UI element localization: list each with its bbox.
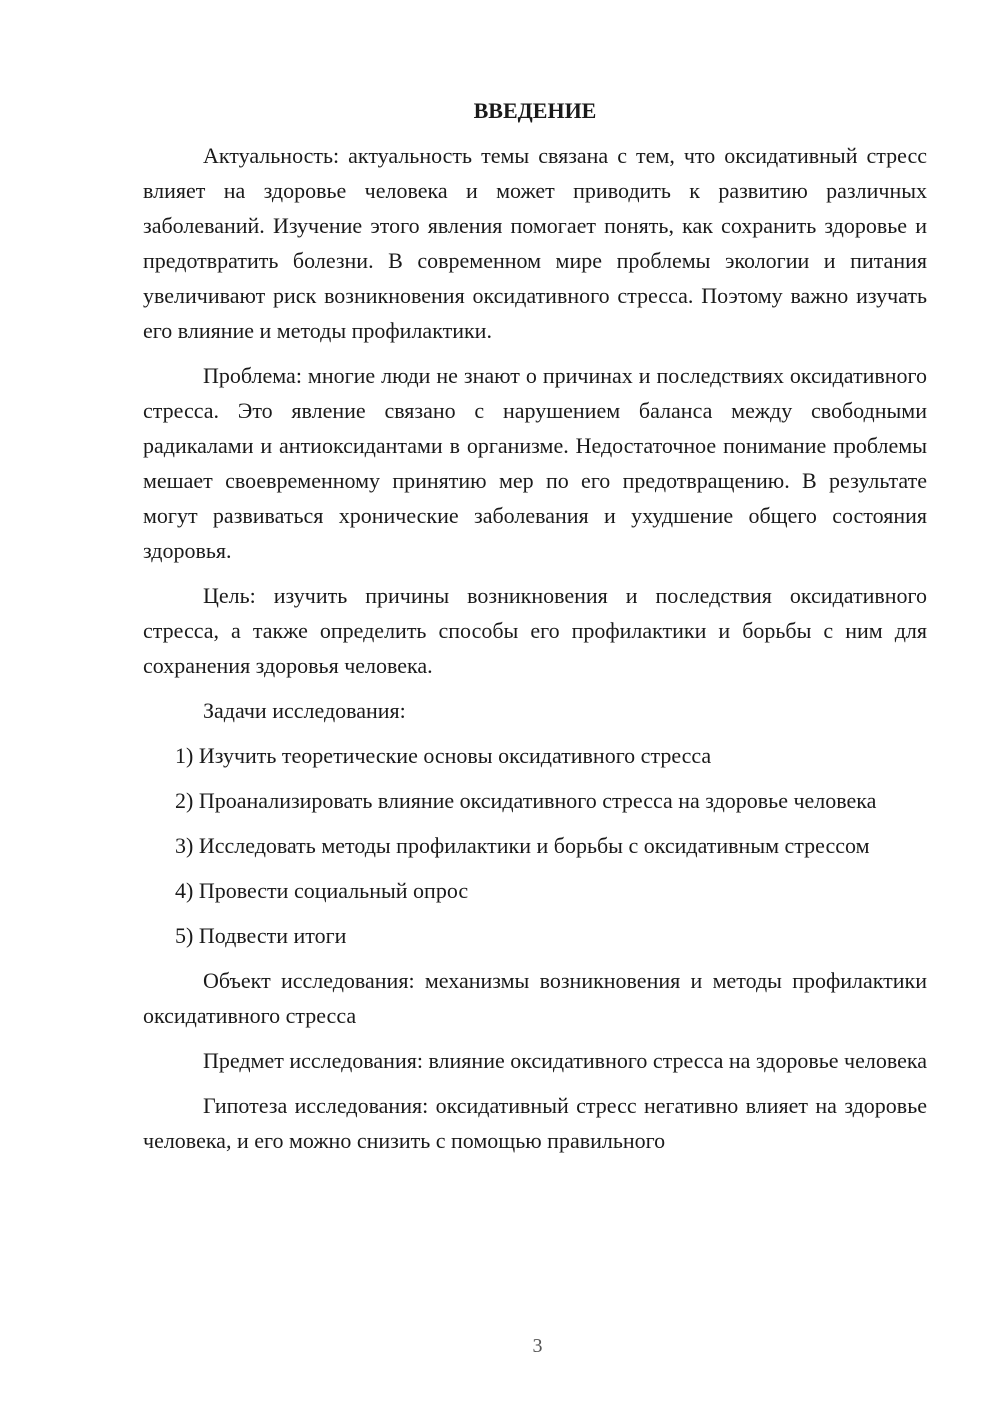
- paragraph-hypothesis: Гипотеза исследования: оксидативный стресс негативно влияет на здоровье человека, и его можно снизить с помощью правильного: [143, 1093, 927, 1153]
- paragraph-subject: Предмет исследования: влияние оксидативного стресса на здоровье человека: [203, 1048, 928, 1073]
- paragraph-relevance: Актуальность: актуальность темы связана с тем, что оксидативный стресс влияет на здоровье человека и может приводить к развитию различных заболеваний. Изучение этого явления помогает понять, как сохранить здоровье и предотвратить болезни. В современном мире проблемы экологии и питания увеличивают риск возникновения оксидативного стресса. Поэтому важно изучать его влияние и методы профилактики.: [143, 143, 927, 343]
- task-item-5: 5) Подвести итоги: [175, 923, 347, 948]
- paragraph-object: Объект исследования: механизмы возникновения и методы профилактики оксидативного стресса: [143, 968, 927, 1028]
- task-item-4: 4) Провести социальный опрос: [175, 878, 469, 903]
- task-item-3: 3) Исследовать методы профилактики и борьбы с оксидативным стрессом: [175, 833, 870, 858]
- page-content: [143, 96, 927, 1168]
- page-number: 3: [532, 1335, 543, 1357]
- paragraph-goal: Цель: изучить причины возникновения и последствия оксидативного стресса, а также определить способы его профилактики и борьбы с ним для сохранения здоровья человека.: [143, 583, 927, 678]
- task-item-1: 1) Изучить теоретические основы оксидативного стресса: [175, 743, 712, 768]
- paragraph-problem: Проблема: многие люди не знают о причинах и последствиях оксидативного стресса. Это явление связано с нарушением баланса между свободными радикалами и антиоксидантами в организме. Недостаточное понимание проблемы мешает своевременному принятию мер по его предотвращению. В результате могут развиваться хронические заболевания и ухудшение общего состояния здоровья.: [143, 363, 927, 563]
- section-title: ВВЕДЕНИЕ: [473, 98, 597, 123]
- tasks-heading: Задачи исследования:: [203, 698, 406, 723]
- task-item-2: 2) Проанализировать влияние оксидативного стресса на здоровье человека: [175, 788, 877, 813]
